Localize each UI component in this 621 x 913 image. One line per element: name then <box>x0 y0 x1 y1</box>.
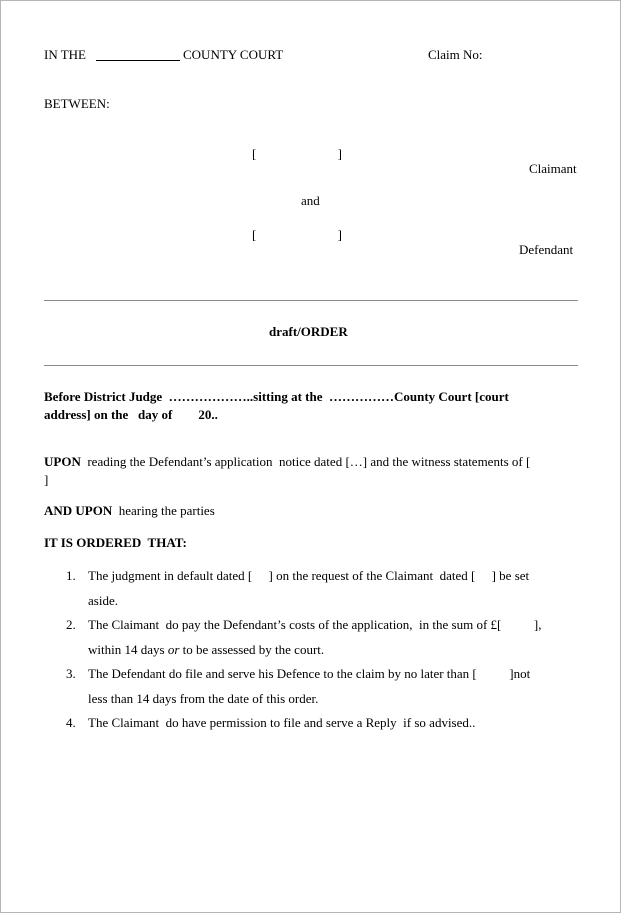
order-text-line-2: aside. <box>88 593 118 608</box>
order-text-line-1: The Claimant do pay the Defendant’s costs of the application, in the sum of £[ ], <box>88 617 542 632</box>
claimant-label: Claimant <box>529 161 577 176</box>
order-text-segment: within 14 days <box>88 642 168 657</box>
order-text-or: or <box>167 642 180 657</box>
defendant-name-field: [ ] <box>252 227 342 242</box>
order-number: 3. <box>66 666 76 681</box>
before-judge-line-2: address] on the day of 20.. <box>44 407 218 422</box>
order-item-3 <box>44 661 580 711</box>
defendant-label: Defendant <box>519 242 574 257</box>
and-upon-paragraph <box>44 502 580 520</box>
ordered-heading: IT IS ORDERED THAT: <box>44 535 187 550</box>
county-court-label: COUNTY COURT <box>183 47 284 62</box>
upon-text: reading the Defendant’s application notice dated […] and the witness statements of [ <box>80 454 531 469</box>
order-text-line-1: The Defendant do file and serve his Defence to the claim by no later than [ ]not <box>88 666 531 681</box>
order-item-4 <box>44 710 580 735</box>
before-judge-line-1: Before District Judge ………………..sitting at the ……………County Court [court <box>44 389 509 404</box>
order-number: 4. <box>66 715 76 730</box>
title-bottom-rule <box>44 365 578 366</box>
order-number: 1. <box>66 568 76 583</box>
upon-paragraph <box>44 453 580 489</box>
claim-number-label: Claim No: <box>428 47 483 62</box>
order-text-segment: to be assessed by the court. <box>179 642 325 657</box>
before-judge-paragraph <box>44 388 580 424</box>
document-title: draft/ORDER <box>269 324 348 339</box>
between-label: BETWEEN: <box>44 96 110 111</box>
order-text-line-1: The judgment in default dated [ ] on the request of the Claimant dated [ ] be set <box>88 568 530 583</box>
court-name-blank <box>96 48 180 61</box>
and-upon-text: hearing the parties <box>112 503 215 518</box>
claimant-name-field: [ ] <box>252 146 342 161</box>
order-text-line-2: less than 14 days from the date of this order. <box>88 691 319 706</box>
order-item-2 <box>44 612 580 662</box>
in-the-label: IN THE <box>44 47 87 62</box>
and-upon-lead: AND UPON <box>44 503 113 518</box>
and-label: and <box>301 193 320 208</box>
order-number: 2. <box>66 617 76 632</box>
order-text-line-2 <box>88 637 580 662</box>
upon-lead: UPON <box>44 454 81 469</box>
title-top-rule <box>44 300 578 301</box>
upon-text-continued: ] <box>44 472 49 487</box>
order-item-1 <box>44 563 580 613</box>
order-text-line-1: The Claimant do have permission to file and serve a Reply if so advised.. <box>88 715 476 730</box>
